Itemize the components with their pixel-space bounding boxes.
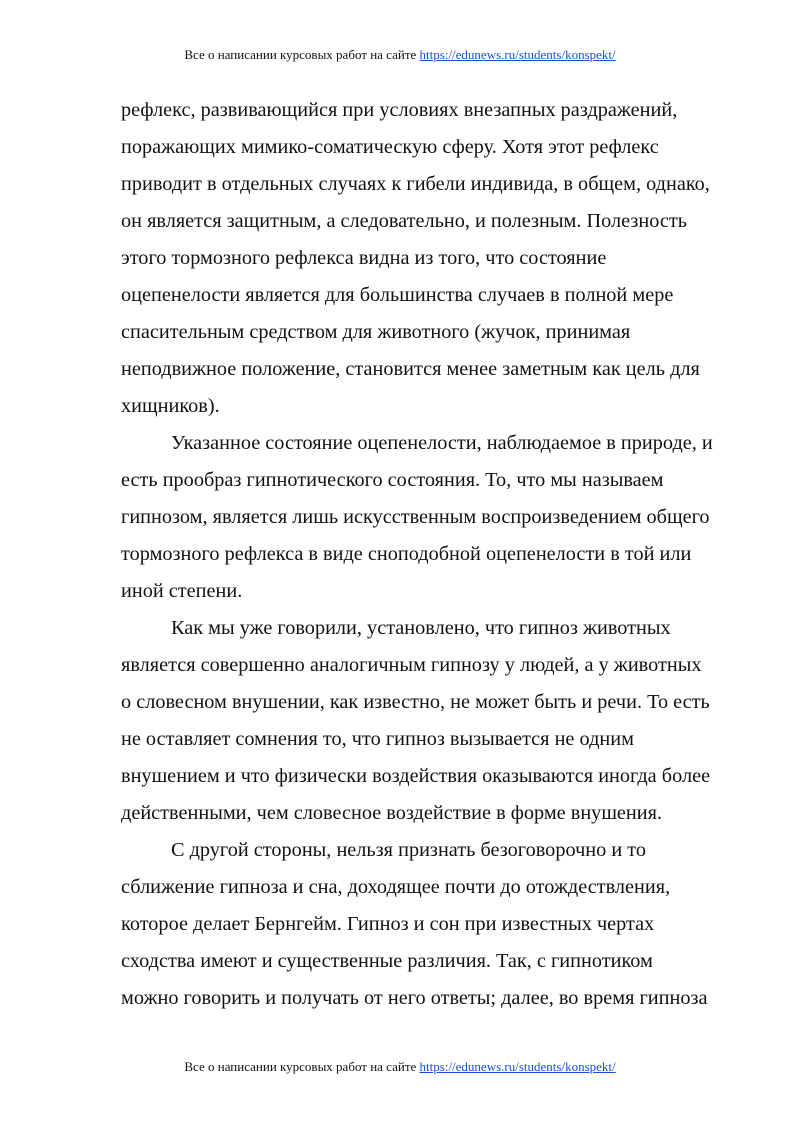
text-line: этого тормозного рефлекса видна из того, что состояние [121, 247, 607, 269]
text-line: действенными, чем словесное воздействие в форме внушения. [121, 802, 663, 824]
text-line: Как мы уже говорили, установлено, что гипноз животных [171, 617, 671, 639]
footer-text: Все о написании курсовых работ на сайте [184, 1059, 420, 1074]
text-line: есть прообраз гипнотического состояния. То, что мы называем [121, 469, 664, 491]
page-footer [0, 1059, 800, 1075]
page-header [0, 47, 800, 63]
text-line: которое делает Бернгейм. Гипноз и сон при известных чертах [121, 913, 655, 935]
text-line: сближение гипноза и сна, доходящее почти до отождествления, [121, 876, 671, 898]
text-line: поражающих мимико-соматическую сферу. Хотя этот рефлекс [121, 136, 659, 158]
text-line: Указанное состояние оцепенелости, наблюдаемое в природе, и [171, 432, 713, 454]
text-line: тормозного рефлекса в виде сноподобной оцепенелости в той или [121, 543, 692, 565]
paragraph-3 [121, 610, 753, 832]
text-line: хищников). [121, 395, 220, 417]
text-line: неподвижное положение, становится менее заметным как цель для [121, 358, 700, 380]
text-line: гипнозом, является лишь искусственным воспроизведением общего [121, 506, 710, 528]
text-line: приводит в отдельных случаях к гибели индивида, в общем, однако, [121, 173, 710, 195]
text-line: иной степени. [121, 580, 243, 602]
text-line: спасительным средством для животного (жучок, принимая [121, 321, 631, 343]
header-link[interactable]: https://edunews.ru/students/konspekt/ [419, 47, 616, 62]
text-line: С другой стороны, нельзя признать безоговорочно и то [171, 839, 647, 861]
text-line: он является защитным, а следовательно, и полезным. Полезность [121, 210, 688, 232]
text-line: не оставляет сомнения то, что гипноз вызывается не одним [121, 728, 634, 750]
text-line: можно говорить и получать от него ответы; далее, во время гипноза [121, 987, 708, 1009]
text-line: сходства имеют и существенные различия. Так, с гипнотиком [121, 950, 653, 972]
text-line: является совершенно аналогичным гипнозу у людей, а у животных [121, 654, 702, 676]
document-body [121, 92, 753, 1017]
text-line: о словесном внушении, как известно, не может быть и речи. То есть [121, 691, 710, 713]
text-line: рефлекс, развивающийся при условиях внезапных раздражений, [121, 99, 678, 121]
footer-link[interactable]: https://edunews.ru/students/konspekt/ [419, 1059, 616, 1074]
paragraph-4 [121, 832, 753, 1017]
header-text: Все о написании курсовых работ на сайте [184, 47, 420, 62]
text-line: внушением и что физически воздействия оказываются иногда более [121, 765, 711, 787]
paragraph-2 [121, 425, 753, 610]
text-line: оцепенелости является для большинства случаев в полной мере [121, 284, 674, 306]
paragraph-1 [121, 92, 753, 425]
